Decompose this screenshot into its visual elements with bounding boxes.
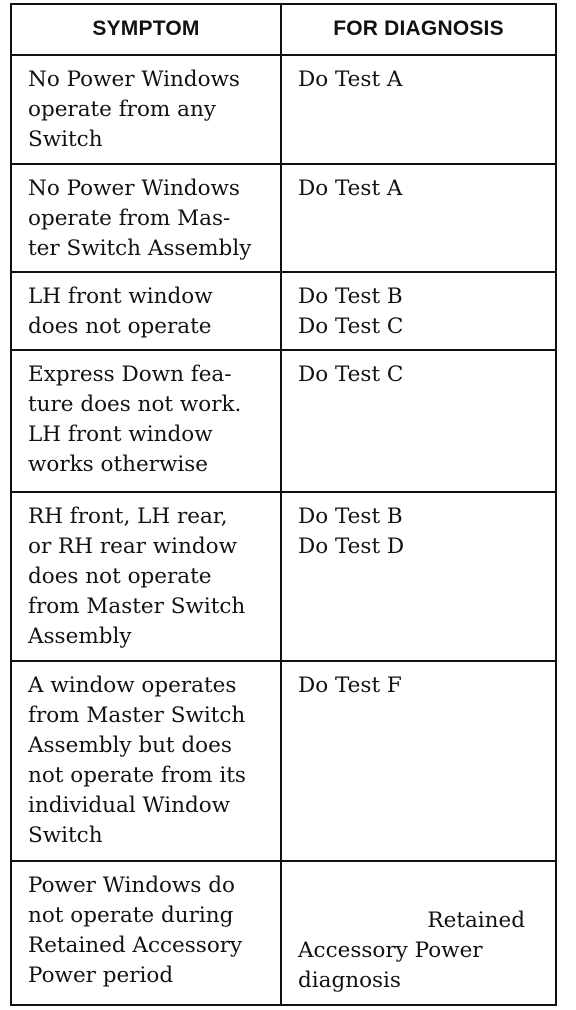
symptom-line: RH front, LH rear, bbox=[28, 503, 228, 529]
diagnosis-line: Retained bbox=[427, 908, 525, 934]
table-row bbox=[11, 350, 556, 492]
diagnosis-header: FOR DIAGNOSIS bbox=[281, 4, 556, 55]
symptom-cell bbox=[11, 661, 281, 861]
symptom-line: Retained Accessory bbox=[28, 933, 243, 959]
diagnosis-table bbox=[10, 3, 557, 1006]
symptom-line: A window operates bbox=[28, 672, 237, 698]
symptom-line: Power Windows do bbox=[28, 873, 235, 899]
symptom-line: from Master Switch bbox=[28, 702, 246, 728]
symptom-line: ter Switch Assembly bbox=[28, 235, 252, 261]
symptom-line: Switch bbox=[28, 822, 103, 848]
symptom-line: not operate from its bbox=[28, 762, 246, 788]
table-row bbox=[11, 861, 556, 1005]
symptom-line: from Master Switch bbox=[28, 593, 246, 619]
retained-power-lines bbox=[298, 936, 483, 996]
symptom-line: Power period bbox=[28, 963, 174, 989]
diagnosis-line: Do Test F bbox=[298, 672, 402, 698]
diagnosis-word: Accessory bbox=[298, 938, 408, 964]
diagnosis-cell bbox=[281, 55, 556, 164]
diagnosis-line: diagnosis bbox=[298, 968, 401, 994]
symptom-line: Express Down fea- bbox=[28, 362, 232, 388]
symptom-cell bbox=[11, 55, 281, 164]
diagnosis-line: Do Test A bbox=[298, 66, 403, 92]
symptom-line: does not operate bbox=[28, 563, 212, 589]
retained-power-diagnosis bbox=[298, 871, 547, 998]
symptom-line: ture does not work. bbox=[28, 392, 242, 418]
symptom-line: operate from any bbox=[28, 96, 216, 122]
diagnosis-cell bbox=[281, 861, 556, 1005]
diagnosis-line bbox=[298, 936, 483, 966]
table-row bbox=[11, 164, 556, 272]
diagnosis-cell bbox=[281, 350, 556, 492]
symptom-line: not operate during bbox=[28, 903, 234, 929]
symptom-line: No Power Windows bbox=[28, 66, 240, 92]
diagnosis-line: Do Test C bbox=[298, 362, 404, 388]
symptom-line: Assembly bbox=[28, 623, 132, 649]
symptom-line: Switch bbox=[28, 126, 103, 152]
diagnosis-line: Do Test D bbox=[298, 533, 405, 559]
diagnosis-word: Power bbox=[414, 938, 483, 964]
symptom-line: or RH rear window bbox=[28, 533, 237, 559]
symptom-header: SYMPTOM bbox=[11, 4, 281, 55]
diagnosis-line: Do Test B bbox=[298, 503, 403, 529]
table-row bbox=[11, 55, 556, 164]
diagnosis-cell bbox=[281, 272, 556, 350]
symptom-cell bbox=[11, 350, 281, 492]
diagnosis-cell bbox=[281, 164, 556, 272]
symptom-line: does not operate bbox=[28, 314, 212, 340]
symptom-line: works otherwise bbox=[28, 452, 208, 478]
diagnosis-line: Do Test B bbox=[298, 284, 403, 310]
symptom-line: LH front window bbox=[28, 284, 213, 310]
table-header-row bbox=[11, 4, 556, 55]
symptom-cell bbox=[11, 272, 281, 350]
symptom-line: LH front window bbox=[28, 422, 213, 448]
symptom-cell bbox=[11, 164, 281, 272]
diagnosis-cell bbox=[281, 661, 556, 861]
diagnosis-line: Do Test A bbox=[298, 175, 403, 201]
diagnosis-line: Do Test C bbox=[298, 314, 404, 340]
symptom-line: Assembly but does bbox=[28, 732, 232, 758]
table-row bbox=[11, 492, 556, 661]
diagnosis-cell bbox=[281, 492, 556, 661]
symptom-cell bbox=[11, 492, 281, 661]
symptom-cell bbox=[11, 861, 281, 1005]
table-row bbox=[11, 272, 556, 350]
table-row bbox=[11, 661, 556, 861]
symptom-line: operate from Mas- bbox=[28, 205, 231, 231]
symptom-line: individual Window bbox=[28, 792, 231, 818]
symptom-line: No Power Windows bbox=[28, 175, 240, 201]
